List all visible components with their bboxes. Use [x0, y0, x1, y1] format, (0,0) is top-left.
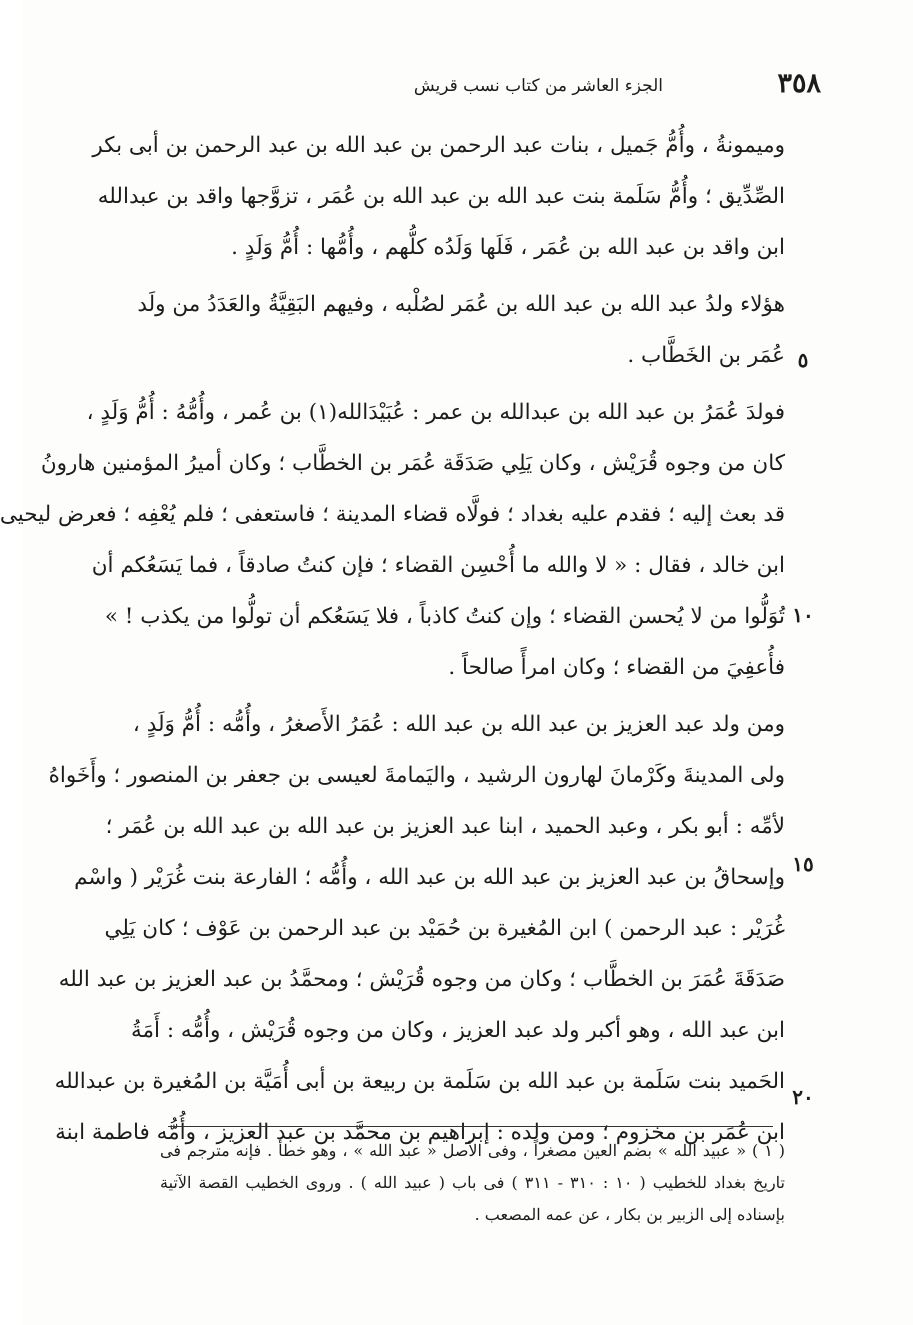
running-title: الجزء العاشر من كتاب نسب قريش [413, 76, 663, 96]
text-line: الحَميد بنت سَلَمة بن عبد الله بن سَلَمة بن ربيعة بن أبى أُمَيَّة بن المُغيرة بن عبدالله [54, 1069, 785, 1094]
text-line: ابن عبد الله ، وهو أكبر ولد عبد العزيز ، وكان من وجوه قُرَيْش ، وأُمُّه : أَمَةُ [131, 1018, 785, 1043]
text-line: ابن خالد ، فقال : « لا والله ما أُحْسِن القضاء ؛ فإن كنتُ صادقاً ، فما يَسَعُكم أن [91, 553, 785, 578]
text-line: فأُعفِيَ من القضاء ؛ وكان امرأً صالحاً . [448, 655, 785, 680]
text-line: الصِّدِّيق ؛ وأُمُّ سَلَمة بنت عبد الله بن عبد الله بن عُمَر ، تزوَّجها واقد بن عبدالله [97, 184, 785, 209]
line-number-5: ٥ [797, 348, 809, 372]
text-line: تُوَلُّوا من لا يُحسن القضاء ؛ وإن كنتُ كاذباً ، فلا يَسَعُكم أن تولُّوا من يكذب ! » [104, 604, 785, 629]
footnote-line: تاريخ بغداد للخطيب ( ١٠ : ٣١٠ - ٣١١ ) فى باب ( عبيد الله ) . وروى الخطيب القصة الآتية [160, 1173, 786, 1192]
text-line: قد بعث إليه ؛ فقدم عليه بغداد ؛ فولَّاه قضاء المدينة ؛ فاستعفى ؛ فلم يُعْفِه ؛ فعرض ليحيى [0, 502, 785, 527]
footnotes [160, 1135, 785, 1231]
footnote-line: بإسناده إلى الزبير بن بكار ، عن عمه المصعب . [474, 1205, 785, 1224]
footnote-line: ( ١ ) « عبيد الله » بضم العين مصغراً ، وفى الأصل « عبد الله » ، وهو خطأ . فإنه مترجم فى [160, 1141, 786, 1160]
main-text [0, 120, 785, 1158]
line-number-10: ١٠ [792, 603, 814, 627]
text-line: وإسحاقُ بن عبد العزيز بن عبد الله بن عبد الله ، وأُمُّه ؛ الفارعة بنت غُرَيْر ( واسْم [74, 865, 785, 890]
page-header [23, 68, 913, 108]
text-line: كان من وجوه قُرَيْش ، وكان يَلِي صَدَقَة عُمَر بن الخطَّاب ؛ وكان أميرُ المؤمنين هارونُ [40, 451, 785, 476]
line-number-20: ٢٠ [792, 1085, 814, 1109]
text-line: ولى المدينةَ وكَرْمانَ لهارون الرشيد ، واليَمامةَ لعيسى بن جعفر بن المنصور ؛ وأَخَواهُ [48, 763, 785, 788]
text-line: ابن عُمَر بن مخزوم ؛ ومن ولده : إبراهيم بن محمَّد بن عبد العزيز ، وأُمُّه فاطمة ابنة [55, 1120, 785, 1145]
text-line: وميمونةُ ، وأُمُّ جَميل ، بنات عبد الرحمن بن عبد الله بن عبد الرحمن بن أبى بكر [92, 133, 785, 158]
line-number-15: ١٥ [792, 852, 814, 876]
footnote-divider [168, 1126, 773, 1127]
page-number: ٣٥٨ [777, 68, 821, 99]
text-line: هؤلاء ولدُ عبد الله بن عبد الله بن عُمَر لصُلْبه ، وفيهم البَقِيَّةُ والعَدَدُ من ولَد [137, 292, 785, 317]
text-line: صَدَقَةَ عُمَرَ بن الخطَّاب ؛ وكان من وجوه قُرَيْش ؛ ومحمَّدُ بن عبد العزيز بن عبد الله [58, 967, 785, 992]
text-line: عُمَر بن الخَطَّاب . [627, 343, 785, 368]
text-line: فولدَ عُمَرُ بن عبد الله بن عبدالله بن عمر : عُبَيْدَالله(١) بن عُمر ، وأُمُّهُ : أُمُّ وَلَدٍ ، [86, 400, 785, 425]
text-line: لأمِّه : أبو بكر ، وعبد الحميد ، ابنا عبد العزيز بن عبد الله بن عبد الله بن عُمَر ؛ [105, 814, 785, 839]
text-line: ومن ولد عبد العزيز بن عبد الله بن عبد الله : عُمَرُ الأَصغرُ ، وأُمُّه : أُمُّ وَلَدٍ ، [132, 712, 785, 737]
text-line: ابن واقد بن عبد الله بن عُمَر ، فَلَها وَلَدُه كلُّهم ، وأُمُّها : أُمُّ وَلَدٍ . [231, 235, 785, 260]
text-line: غُرَيْر : عبد الرحمن ) ابن المُغيرة بن حُمَيْد بن عبد الرحمن بن عَوْف ؛ كان يَلِي [104, 916, 785, 941]
